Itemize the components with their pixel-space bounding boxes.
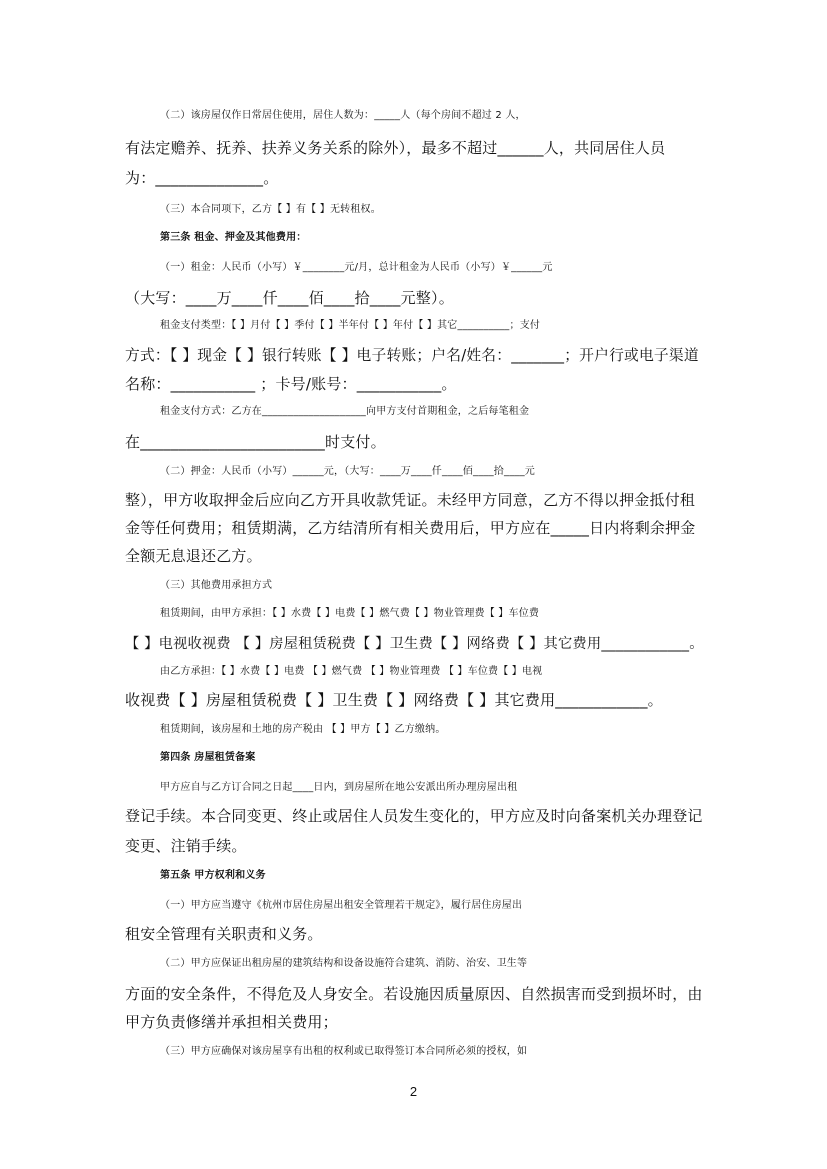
- text-line: （三）甲方应确保对该房屋享有出租的权利或已取得签订本合同所必须的授权，如: [160, 1046, 528, 1057]
- text-line: 甲方负责修缮并承担相关费用；: [125, 1013, 338, 1031]
- text-line: （一）租金：人民币（小写）￥________元/月，总计租金为人民币（小写）￥______元: [160, 262, 553, 273]
- text-line: 在________________________时支付。: [125, 433, 386, 451]
- article-heading: 第三条 租金、押金及其他费用：: [160, 232, 307, 243]
- text-line: （三）其他费用承担方式: [160, 580, 273, 591]
- text-line: 租金支付类型：【 】月付【 】季付【 】半年付【 】年付【 】其它__________；支付: [160, 320, 541, 331]
- text-line: 收视费【 】房屋租赁税费【 】卫生费【 】网络费【 】其它费用____________。: [125, 691, 663, 709]
- text-line: 为：______________。: [125, 169, 279, 187]
- text-line: 租赁期间，该房屋和土地的房产税由 【 】甲方【 】乙方缴纳。: [160, 724, 446, 735]
- text-line: （二）甲方应保证出租房屋的建筑结构和设备设施符合建筑、消防、治安、卫生等: [160, 958, 528, 969]
- text-line: 名称：___________ ；卡号/账号：___________。: [125, 375, 457, 393]
- text-line: （三）本合同项下，乙方【 】有【 】无转租权。: [160, 204, 381, 215]
- text-line: （大写：____万____仟____佰____拾____元整）。: [125, 289, 454, 307]
- text-line: 金等任何费用；租赁期满，乙方结清所有相关费用后，甲方应在_____日内将剩余押金: [125, 519, 696, 537]
- text-line: 方式：【 】现金【 】银行转账【 】电子转账；户名/姓名：_______；开户行或电子渠道: [125, 347, 699, 364]
- text-line: 租金支付方式：乙方在____________________向甲方支付首期租金，之后每笔租金: [160, 406, 530, 417]
- text-line: 全额无息退还乙方。: [125, 547, 262, 565]
- text-line: 整），甲方收取押金后应向乙方开具收款凭证。未经甲方同意，乙方不得以押金抵付租: [125, 491, 696, 509]
- article-heading: 第四条 房屋租赁备案: [160, 752, 256, 763]
- text-line: 租赁期间，由甲方承担：【 】水费【 】电费【 】燃气费【 】物业管理费【 】车位费: [160, 608, 540, 619]
- text-line: 甲方应自与乙方订合同之日起____日内，到房屋所在地公安派出所办理房屋出租: [160, 782, 518, 793]
- article-heading: 第五条 甲方权利和义务: [160, 870, 266, 881]
- text-line: 有法定赡养、抚养、扶养义务关系的除外），最多不超过______人，共同居住人员: [125, 139, 666, 157]
- text-line: （二）该房屋仅作日常居住使用，居住人数为：_____人（每个房间不超过 2 人，: [160, 110, 526, 121]
- text-line: 【 】电视收视费 【 】房屋租赁税费【 】卫生费【 】网络费【 】其它费用____________。: [125, 636, 704, 652]
- text-line: 由乙方承担：【 】水费【 】电费 【 】燃气费 【 】物业管理费 【 】车位费【 】电视: [160, 666, 543, 677]
- text-line: 方面的安全条件，不得危及人身安全。若设施因质量原因、自然损害而受到损坏时，由: [125, 985, 703, 1003]
- text-line: 变更、注销手续。: [125, 837, 247, 855]
- page-number: 2: [409, 1084, 418, 1099]
- text-line: （二）押金：人民币（小写）______元，（大写：____万____仟____佰____拾____元: [160, 466, 535, 477]
- text-line: 登记手续。本合同变更、终止或居住人员发生变化的，甲方应及时向备案机关办理登记: [125, 807, 703, 825]
- text-line: （一）甲方应当遵守《杭州市居住房屋出租安全管理若干规定》，履行居住房屋出: [160, 900, 523, 911]
- text-line: 租安全管理有关职责和义务。: [125, 925, 323, 943]
